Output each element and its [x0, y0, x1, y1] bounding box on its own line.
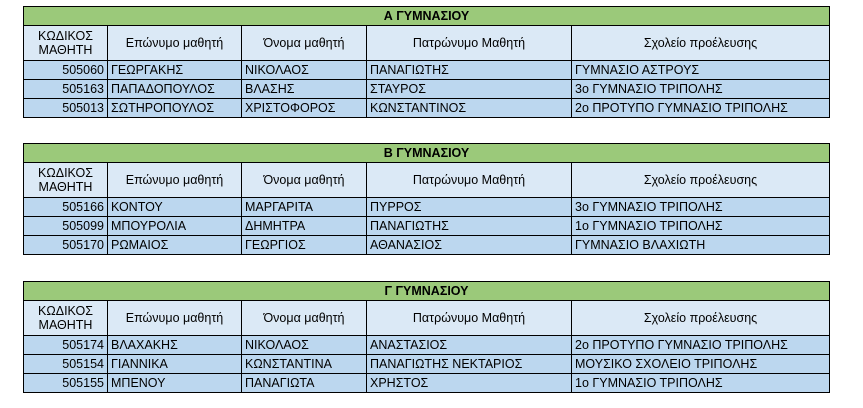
- cell-father: ΠΑΝΑΓΙΩΤΗΣ: [367, 217, 572, 236]
- table-row: [24, 217, 830, 236]
- cell-surname: ΚΟΝΤΟΥ: [108, 198, 242, 217]
- cell-father: ΣΤΑΥΡΟΣ: [367, 80, 572, 99]
- cell-surname: ΠΑΠΑΔΟΠΟΥΛΟΣ: [108, 80, 242, 99]
- table-row: [24, 80, 830, 99]
- header-surname: Επώνυμο μαθητή: [108, 301, 242, 336]
- table-row: [24, 236, 830, 255]
- cell-father: ΑΝΑΣΤΑΣΙΟΣ: [367, 336, 572, 355]
- header-school: Σχολείο προέλευσης: [572, 301, 830, 336]
- cell-surname: ΡΩΜΑΙΟΣ: [108, 236, 242, 255]
- cell-name: ΓΕΩΡΓΙΟΣ: [242, 236, 367, 255]
- cell-code: 505154: [24, 355, 108, 374]
- cell-school: 1ο ΓΥΜΝΑΣΙΟ ΤΡΙΠΟΛΗΣ: [572, 374, 830, 393]
- cell-school: 2ο ΠΡΟΤΥΠΟ ΓΥΜΝΑΣΙΟ ΤΡΙΠΟΛΗΣ: [572, 99, 830, 118]
- table-title: Α ΓΥΜΝΑΣΙΟΥ: [24, 7, 830, 26]
- cell-father: ΠΑΝΑΓΙΩΤΗΣ ΝΕΚΤΑΡΙΟΣ: [367, 355, 572, 374]
- cell-school: 1ο ΓΥΜΝΑΣΙΟ ΤΡΙΠΟΛΗΣ: [572, 217, 830, 236]
- header-code: ΚΩΔΙΚΟΣ ΜΑΘΗΤΗ: [24, 301, 108, 336]
- cell-code: 505163: [24, 80, 108, 99]
- header-father: Πατρώνυμο Μαθητή: [367, 26, 572, 61]
- cell-surname: ΣΩΤΗΡΟΠΟΥΛΟΣ: [108, 99, 242, 118]
- header-school: Σχολείο προέλευσης: [572, 163, 830, 198]
- table-row: [24, 336, 830, 355]
- cell-name: ΔΗΜΗΤΡΑ: [242, 217, 367, 236]
- cell-father: ΑΘΑΝΑΣΙΟΣ: [367, 236, 572, 255]
- header-name: Όνομα μαθητή: [242, 163, 367, 198]
- cell-code: 505013: [24, 99, 108, 118]
- cell-school: 3ο ΓΥΜΝΑΣΙΟ ΤΡΙΠΟΛΗΣ: [572, 80, 830, 99]
- header-code: ΚΩΔΙΚΟΣ ΜΑΘΗΤΗ: [24, 26, 108, 61]
- header-name: Όνομα μαθητή: [242, 301, 367, 336]
- table-row: [24, 61, 830, 80]
- cell-surname: ΒΛΑΧΑΚΗΣ: [108, 336, 242, 355]
- table-row: [24, 198, 830, 217]
- cell-surname: ΜΠΟΥΡΟΛΙΑ: [108, 217, 242, 236]
- table-row: [24, 355, 830, 374]
- cell-code: 505174: [24, 336, 108, 355]
- header-surname: Επώνυμο μαθητή: [108, 26, 242, 61]
- class-table-c: [23, 281, 830, 393]
- cell-surname: ΓΕΩΡΓΑΚΗΣ: [108, 61, 242, 80]
- cell-father: ΠΑΝΑΓΙΩΤΗΣ: [367, 61, 572, 80]
- cell-code: 505170: [24, 236, 108, 255]
- header-father: Πατρώνυμο Μαθητή: [367, 301, 572, 336]
- cell-name: ΝΙΚΟΛΑΟΣ: [242, 61, 367, 80]
- header-surname: Επώνυμο μαθητή: [108, 163, 242, 198]
- cell-school: 2ο ΠΡΟΤΥΠΟ ΓΥΜΝΑΣΙΟ ΤΡΙΠΟΛΗΣ: [572, 336, 830, 355]
- class-table-b: [23, 143, 830, 255]
- cell-school: ΓΥΜΝΑΣΙΟ ΑΣΤΡΟΥΣ: [572, 61, 830, 80]
- cell-code: 505166: [24, 198, 108, 217]
- header-name: Όνομα μαθητή: [242, 26, 367, 61]
- cell-surname: ΓΙΑΝΝΙΚΑ: [108, 355, 242, 374]
- cell-name: ΧΡΙΣΤΟΦΟΡΟΣ: [242, 99, 367, 118]
- table-row: [24, 99, 830, 118]
- cell-school: ΜΟΥΣΙΚΟ ΣΧΟΛΕΙΟ ΤΡΙΠΟΛΗΣ: [572, 355, 830, 374]
- table-title: Γ ΓΥΜΝΑΣΙΟΥ: [24, 282, 830, 301]
- header-code: ΚΩΔΙΚΟΣ ΜΑΘΗΤΗ: [24, 163, 108, 198]
- cell-code: 505099: [24, 217, 108, 236]
- table-row: [24, 374, 830, 393]
- cell-school: ΓΥΜΝΑΣΙΟ ΒΛΑΧΙΩΤΗ: [572, 236, 830, 255]
- cell-name: ΒΛΑΣΗΣ: [242, 80, 367, 99]
- cell-name: ΠΑΝΑΓΙΩΤΑ: [242, 374, 367, 393]
- header-father: Πατρώνυμο Μαθητή: [367, 163, 572, 198]
- cell-code: 505060: [24, 61, 108, 80]
- cell-surname: ΜΠΕΝΟΥ: [108, 374, 242, 393]
- cell-father: ΠΥΡΡΟΣ: [367, 198, 572, 217]
- cell-name: ΜΑΡΓΑΡΙΤΑ: [242, 198, 367, 217]
- table-title: Β ΓΥΜΝΑΣΙΟΥ: [24, 144, 830, 163]
- class-table-a: [23, 6, 830, 118]
- cell-father: ΚΩΝΣΤΑΝΤΙΝΟΣ: [367, 99, 572, 118]
- cell-name: ΚΩΝΣΤΑΝΤΙΝΑ: [242, 355, 367, 374]
- header-school: Σχολείο προέλευσης: [572, 26, 830, 61]
- cell-school: 3ο ΓΥΜΝΑΣΙΟ ΤΡΙΠΟΛΗΣ: [572, 198, 830, 217]
- cell-code: 505155: [24, 374, 108, 393]
- cell-father: ΧΡΗΣΤΟΣ: [367, 374, 572, 393]
- cell-name: ΝΙΚΟΛΑΟΣ: [242, 336, 367, 355]
